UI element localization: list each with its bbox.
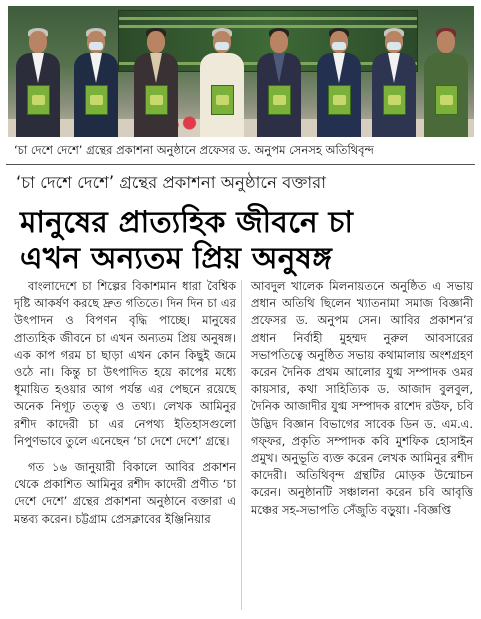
guest-3 — [130, 25, 182, 137]
guest-6 — [313, 25, 365, 137]
article-paragraph: আবদুল খালেক মিলনায়তনে অনুষ্ঠিত এ সভায় প্রধান অতিথি ছিলেন খ্যাতনামা সমাজ বিজ্ঞানী প্রফেসর ড. অনুপম সেন। আবির প্রকাশন’র প্রধান নির্বাহী মুহম্মদ নুরুল আবসারের সভাপতিত্বে অনুষ্ঠিত সভায় কথামালায় অংশগ্রহণ করেন দৈনিক প্রথম আলোর যুগ্ম সম্পাদক ওমর কায়সার, কথা সাহিত্যিক ড. আজাদ বুলবুল, দৈনিক আজাদীর যুগ্ম সম্পাদক রাশেদ রউফ, চবি উদ্ভিদ বিজ্ঞান বিভাগের সাবেক ডিন ড. এম.এ. গফ্ফর, প্রকৃতি সম্পাদক কবি মুশফিক হোসাইন প্রমুখ। অনুভূতি ব্যক্ত করেন লেখক আমিনুর রশীদ কাদেরী। অতিথিবৃন্দ গ্রন্থটির মোড়ক উন্মোচন করেন। অনুষ্ঠানটি সঞ্চালনা করেন চবি আবৃত্তি মঞ্চের সহ-সভাপতি সেঁজুতি বড়ুয়া। -বিজ্ঞপ্তি — [251, 279, 473, 517]
headline-line-1: মানুষের প্রাত্যহিক জীবনে চা — [20, 205, 354, 239]
guest-8 — [420, 25, 472, 137]
guest-7 — [368, 25, 420, 137]
guest-4 — [196, 25, 248, 137]
column-divider — [241, 280, 242, 610]
photo-caption: ‘চা দেশে দেশে’ গ্রন্থের প্রকাশনা অনুষ্ঠানে প্রফেসর ড. অনুপম সেনসহ অতিথিবৃন্দ — [14, 143, 374, 157]
event-photo — [8, 6, 474, 137]
article-paragraph: বাংলাদেশে চা শিল্পের বিকাশমান ধারা বৈশ্বিক দৃষ্টি আকর্ষণ করছে দ্রুত গতিতে। দিন দিন চা এর উৎপাদন ও বিপণন বৃদ্ধি পাচ্ছে। মানুষের প্রাত্যহিক জীবনে চা এখন অন্যতম প্রিয় অনুষঙ্গ। এক কাপ গরম চা ছাড়া এখন কোন কিছুই জমে ওঠে না। কিন্তু চা উৎপাদিত হয়ে কাপের মধ্যে ধূমায়িত হওয়ার আগ পর্যন্ত এর পেছনে রয়েছে অনেক নিগূঢ় তত্ত্ব ও তথ্য। লেখক আমিনুর রশীদ কাদেরী চা এর নেপথ্য ইতিহাসগুলো নিপুণভাবে তুলে এনেছেন ‘চা দেশে দেশে’ গ্রন্থে। — [14, 279, 236, 448]
article-paragraph: গত ১৬ জানুয়ারী বিকালে আবির প্রকাশন থেকে প্রকাশিত আমিনুর রশীদ কাদেরী প্রণীত ‘চা দেশে দেশে’ গ্রন্থের প্রকাশনা অনুষ্ঠানে বক্তারা এ মন্তব্য করেন। চট্টগ্রাম প্রেসক্লাবের ইঞ্জিনিয়ার — [14, 460, 236, 526]
article-column-left — [14, 278, 236, 528]
guest-2 — [70, 25, 122, 137]
caption-divider — [6, 164, 475, 165]
headline-line-2: এখন অন্যতম প্রিয় অনুষঙ্গ — [20, 241, 333, 275]
guest-5 — [253, 25, 305, 137]
guest-1 — [12, 25, 64, 137]
kicker-headline: ‘চা দেশে দেশে’ গ্রন্থের প্রকাশনা অনুষ্ঠানে বক্তারা — [16, 173, 327, 192]
article-column-right — [251, 278, 473, 519]
